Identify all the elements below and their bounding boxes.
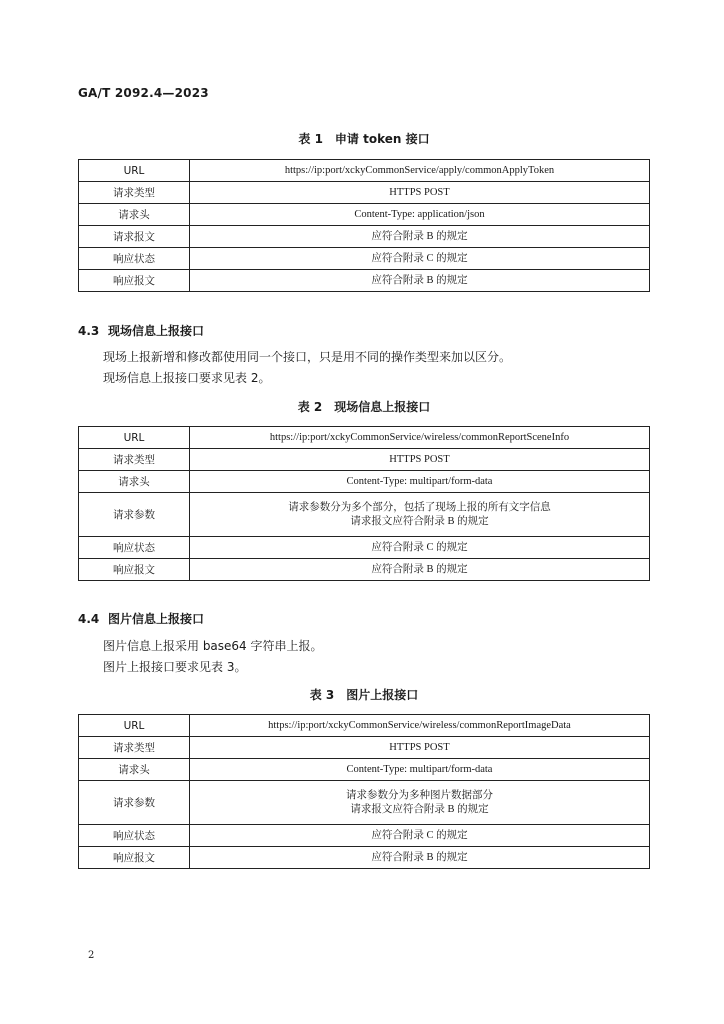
table-row [79, 427, 650, 449]
row-value-line: 应符合附录 C 的规定 [371, 252, 468, 264]
row-label-cell: 响应报文 [79, 847, 190, 869]
row-value-cell [190, 160, 650, 182]
row-value-line: https://ip:port/xckyCommonService/apply/commonApplyToken [284, 164, 555, 176]
table-row [79, 715, 650, 737]
table-row [79, 160, 650, 182]
row-value-line: Content-Type: multipart/form-data [346, 475, 493, 487]
table-row [79, 847, 650, 869]
row-value-cell [190, 737, 650, 759]
row-label-cell: 响应状态 [79, 537, 190, 559]
row-value-cell [190, 449, 650, 471]
table1-caption [78, 130, 650, 147]
row-label-cell: 响应报文 [79, 559, 190, 581]
table3 [78, 714, 650, 869]
row-label-cell: 请求头 [79, 471, 190, 493]
row-value-line: 请求报文应符合附录 B 的规定 [350, 515, 489, 527]
row-value-line: 请求参数分为多种图片数据部分 [346, 789, 493, 801]
row-value-line: 应符合附录 B 的规定 [371, 274, 468, 286]
row-value-line: HTTPS POST [389, 741, 450, 753]
row-value-line: 应符合附录 B 的规定 [371, 230, 468, 242]
table-row [79, 270, 650, 292]
table3-caption-title: 图片上报接口 [346, 688, 419, 702]
table-row [79, 759, 650, 781]
standard-id-header: GA/T 2092.4—2023 [78, 86, 209, 100]
section-4-3-paragraph-2: 现场信息上报接口要求见表 2。 [103, 371, 271, 385]
row-value-line: https://ip:port/xckyCommonService/wireless/commonReportImageData [268, 719, 571, 731]
row-value-cell [190, 781, 650, 825]
section-4-3-paragraph-1: 现场上报新增和修改都使用同一个接口，只是用不同的操作类型来加以区分。 [103, 350, 512, 364]
table3-caption-number: 表 3 [309, 688, 335, 702]
table-row [79, 471, 650, 493]
row-value-line: 请求参数分为多个部分，包括了现场上报的所有文字信息 [288, 501, 551, 513]
table-row [79, 182, 650, 204]
row-label-cell: 请求头 [79, 204, 190, 226]
row-value-line: HTTPS POST [389, 453, 450, 465]
row-value-line: 应符合附录 C 的规定 [371, 829, 468, 841]
row-value-cell [190, 759, 650, 781]
row-value-line: https://ip:port/xckyCommonService/wireless/commonReportSceneInfo [269, 431, 570, 443]
table2-caption-title: 现场信息上报接口 [334, 400, 431, 414]
table-row [79, 825, 650, 847]
row-value-cell [190, 182, 650, 204]
row-value-line: 应符合附录 B 的规定 [371, 563, 468, 575]
row-value-cell [190, 248, 650, 270]
row-value-line: HTTPS POST [389, 186, 450, 198]
row-label-cell: 请求参数 [79, 781, 190, 825]
row-label-cell: URL [79, 427, 190, 449]
table-row [79, 204, 650, 226]
row-label-cell: 响应报文 [79, 270, 190, 292]
row-value-cell [190, 226, 650, 248]
table-row [79, 226, 650, 248]
row-label-cell: 请求头 [79, 759, 190, 781]
row-value-line: Content-Type: application/json [354, 208, 485, 220]
row-value-cell [190, 493, 650, 537]
row-label-cell: 请求类型 [79, 182, 190, 204]
row-value-cell [190, 559, 650, 581]
row-value-cell [190, 427, 650, 449]
row-value-line: Content-Type: multipart/form-data [346, 763, 493, 775]
row-value-cell [190, 847, 650, 869]
table1 [78, 159, 650, 292]
row-value-line: 应符合附录 C 的规定 [371, 541, 468, 553]
table-row [79, 537, 650, 559]
table3-caption [78, 686, 650, 703]
row-label-cell: 请求参数 [79, 493, 190, 537]
row-label-cell: 响应状态 [79, 248, 190, 270]
section-4-4-title: 图片信息上报接口 [108, 612, 205, 626]
table-row [79, 449, 650, 471]
page-number: 2 [88, 950, 95, 961]
table2 [78, 426, 650, 581]
section-4-4-paragraph-2: 图片上报接口要求见表 3。 [103, 660, 247, 674]
row-label-cell: 请求报文 [79, 226, 190, 248]
row-value-cell [190, 537, 650, 559]
table-row [79, 248, 650, 270]
section-4-4-number: 4.4 [78, 612, 100, 626]
row-value-cell [190, 825, 650, 847]
table2-caption [78, 398, 650, 415]
row-value-line: 请求报文应符合附录 B 的规定 [350, 803, 489, 815]
row-label-cell: URL [79, 715, 190, 737]
table1-caption-number: 表 1 [298, 132, 323, 146]
row-value-cell [190, 204, 650, 226]
row-label-cell: 请求类型 [79, 449, 190, 471]
row-value-cell [190, 270, 650, 292]
section-4-3-number: 4.3 [78, 324, 100, 338]
table-row [79, 493, 650, 537]
table-row [79, 737, 650, 759]
row-value-cell [190, 471, 650, 493]
row-value-cell [190, 715, 650, 737]
table2-caption-number: 表 2 [297, 400, 323, 414]
row-label-cell: 响应状态 [79, 825, 190, 847]
row-label-cell: 请求类型 [79, 737, 190, 759]
table1-caption-title: 申请 token 接口 [334, 132, 430, 146]
row-label-cell: URL [79, 160, 190, 182]
section-4-4-paragraph-1: 图片信息上报采用 base64 字符串上报。 [103, 639, 323, 653]
section-4-3-heading [78, 322, 204, 339]
table-row [79, 781, 650, 825]
table-row [79, 559, 650, 581]
section-4-4-heading [78, 610, 204, 627]
section-4-3-title: 现场信息上报接口 [108, 324, 205, 338]
row-value-line: 应符合附录 B 的规定 [371, 851, 468, 863]
